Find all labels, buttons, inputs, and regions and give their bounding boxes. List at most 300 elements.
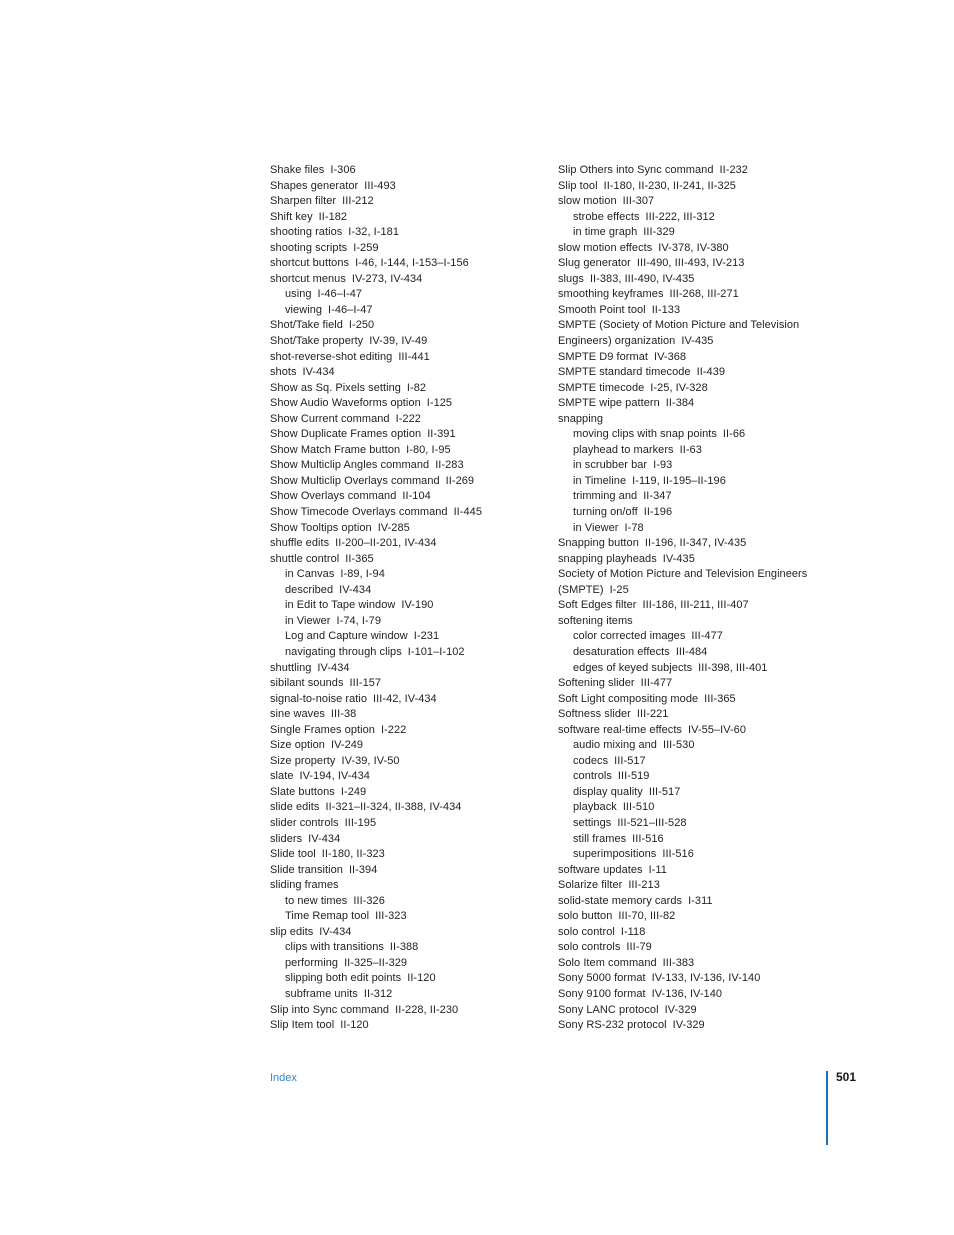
index-page-refs: III-42, IV-434 (373, 692, 437, 705)
index-entry (558, 350, 807, 366)
index-page-refs: I-250 (348, 319, 375, 332)
index-entry (270, 179, 482, 195)
index-term: display quality (573, 785, 643, 798)
index-entry (558, 427, 807, 443)
index-term: Slip Others into Sync command (558, 164, 714, 176)
index-page-refs: III-517 (648, 785, 681, 798)
index-page-refs: I-46, I-144, I-153–I-156 (355, 257, 469, 270)
index-page-refs: IV-39, IV-50 (341, 754, 400, 767)
index-term: Log and Capture window (285, 630, 408, 643)
index-page-refs: IV-190 (401, 599, 434, 612)
index-term: Slide transition (270, 863, 343, 876)
index-page-refs: III-521–III-528 (617, 816, 687, 829)
index-page-refs: I-46–I-47 (317, 288, 363, 301)
index-entry (270, 956, 482, 972)
index-page-refs: II-347 (643, 490, 672, 503)
index-entry (270, 505, 482, 521)
index-term: Sharpen filter (270, 195, 337, 208)
index-entry (558, 396, 807, 412)
index-entry (558, 241, 807, 257)
index-entry (558, 661, 807, 677)
index-term: Show Tooltips option (270, 521, 372, 534)
index-entry (558, 1018, 807, 1034)
index-page-refs: II-391 (427, 428, 456, 441)
index-term: Size option (270, 739, 325, 752)
index-page-refs: I-82 (406, 381, 427, 394)
index-page-refs: II-365 (345, 552, 374, 565)
index-term: Sony 5000 format (558, 972, 646, 985)
index-entry (270, 692, 482, 708)
index-term: slate (270, 770, 294, 783)
index-entry (558, 832, 807, 848)
index-page-refs: III-221 (636, 708, 669, 721)
index-term: SMPTE D9 format (558, 350, 648, 363)
index-page-refs: II-104 (402, 490, 431, 503)
index-term: turning on/off (573, 506, 638, 519)
index-term: shuttle control (270, 552, 340, 565)
index-entry (558, 925, 807, 941)
index-page-refs: III-195 (344, 816, 377, 829)
index-entry (558, 210, 807, 226)
index-entry (270, 925, 482, 941)
index-page-refs: I-78 (624, 521, 644, 534)
index-page-refs: III-516 (662, 848, 694, 861)
index-page-refs: III-398, III-401 (698, 661, 768, 674)
index-term: Slug generator (558, 257, 631, 270)
index-page-refs: I-46–I-47 (328, 303, 373, 316)
index-page-refs: II-321–II-324, II-388, IV-434 (325, 801, 462, 814)
index-entry (270, 1018, 482, 1034)
index-term: Engineers) organization (558, 335, 676, 348)
index-term: Show Multiclip Angles command (270, 459, 430, 472)
index-term: slip edits (270, 925, 314, 938)
index-page-refs: II-200–II-201, IV-434 (335, 537, 437, 550)
index-term: Show Current command (270, 412, 390, 425)
index-entry (558, 458, 807, 474)
index-page-refs: III-326 (353, 894, 385, 907)
index-entry (270, 614, 482, 630)
index-page-refs: II-384 (665, 397, 695, 410)
index-term: (SMPTE) (558, 583, 604, 596)
index-term: shuttling (270, 661, 312, 674)
index-page-refs: IV-285 (377, 521, 410, 534)
index-entry (270, 318, 482, 334)
index-page-refs: I-311 (688, 894, 713, 907)
index-page-refs: I-74, I-79 (336, 614, 382, 627)
index-term: Slide tool (270, 848, 316, 861)
index-term: Show Audio Waveforms option (270, 397, 421, 410)
index-entry (558, 629, 807, 645)
index-term: clips with transitions (285, 941, 384, 954)
index-page-refs: IV-249 (330, 739, 364, 752)
index-entry (270, 536, 482, 552)
index-term: described (285, 583, 334, 596)
index-page-refs: I-259 (353, 241, 379, 254)
index-term: slipping both edit points (285, 972, 402, 985)
index-entry (558, 225, 807, 241)
index-entry (270, 676, 482, 692)
index-entry (270, 225, 482, 241)
index-page-refs: IV-434 (319, 925, 352, 938)
index-term: sibilant sounds (270, 677, 344, 690)
index-term: Slip Item tool (270, 1019, 335, 1032)
index-page-refs: II-182 (318, 210, 348, 223)
index-entry (270, 1003, 482, 1019)
index-page-refs: IV-273, IV-434 (351, 272, 423, 285)
index-term: still frames (573, 832, 627, 845)
index-page-refs: IV-435 (681, 335, 714, 348)
index-entry (270, 303, 482, 319)
index-page-refs: III-323 (375, 910, 407, 923)
index-entry (558, 676, 807, 692)
index-entry (270, 987, 482, 1003)
index-entry (558, 723, 807, 739)
index-term: navigating through clips (285, 645, 402, 658)
index-entry (270, 443, 482, 459)
index-term: shot-reverse-shot editing (270, 350, 393, 363)
index-term: Show Multiclip Overlays command (270, 474, 440, 487)
index-entry (270, 194, 482, 210)
index-term: software real-time effects (558, 723, 682, 736)
index-term: sliders (270, 832, 303, 845)
index-term: using (285, 288, 312, 301)
index-entry (270, 427, 482, 443)
index-entry (558, 334, 807, 350)
index-term: Snapping button (558, 537, 639, 550)
index-page-refs: IV-378, IV-380 (658, 241, 729, 254)
index-term: Shot/Take field (270, 319, 343, 332)
index-page-refs: III-441 (398, 350, 430, 363)
index-page-refs: II-120 (407, 972, 436, 985)
index-term: slow motion effects (558, 241, 653, 254)
index-page-refs: III-477 (640, 677, 673, 690)
index-entry (270, 598, 482, 614)
index-term: Sony RS-232 protocol (558, 1019, 667, 1032)
index-term: shooting ratios (270, 226, 343, 239)
index-page-refs: I-222 (395, 412, 421, 425)
index-entry (558, 303, 807, 319)
index-entry (558, 816, 807, 832)
index-term: Slate buttons (270, 785, 335, 798)
index-term: in Viewer (285, 614, 331, 627)
index-term: viewing (285, 303, 323, 316)
index-entry (270, 583, 482, 599)
index-entry (270, 909, 482, 925)
index-entry (270, 832, 482, 848)
index-term: Show Timecode Overlays command (270, 506, 448, 519)
index-page-refs: III-510 (622, 801, 655, 814)
index-term: Shot/Take property (270, 335, 364, 348)
index-term: audio mixing and (573, 739, 657, 752)
index-page-refs: IV-39, IV-49 (369, 335, 428, 348)
index-term: in scrubber bar (573, 459, 648, 472)
index-page-refs: I-89, I-94 (340, 568, 385, 581)
footer-vertical-rule (826, 1071, 828, 1145)
index-term: in Edit to Tape window (285, 599, 396, 612)
index-entry (270, 816, 482, 832)
index-entry (558, 987, 807, 1003)
index-page-refs: IV-329 (672, 1019, 705, 1032)
index-entry (558, 536, 807, 552)
index-page-refs: II-63 (679, 443, 702, 456)
index-entry (558, 645, 807, 661)
index-entry (558, 505, 807, 521)
index-entry (270, 163, 482, 179)
index-term: edges of keyed subjects (573, 661, 693, 674)
index-term: Solarize filter (558, 879, 623, 892)
index-term: snapping playheads (558, 552, 657, 565)
index-page-refs: III-484 (675, 645, 708, 658)
index-page-refs: I-32, I-181 (348, 226, 399, 239)
index-entry (558, 614, 807, 630)
index-page-refs: II-312 (363, 987, 393, 1000)
index-entry (270, 381, 482, 397)
index-page-refs: I-125 (426, 397, 453, 410)
index-page-refs: III-157 (349, 677, 382, 690)
index-term: controls (573, 770, 612, 783)
index-term: slider controls (270, 816, 339, 829)
index-page-refs: I-25, IV-328 (650, 381, 708, 394)
index-term: codecs (573, 754, 609, 767)
index-entry (558, 583, 807, 599)
index-entry (558, 598, 807, 614)
index-entry (558, 552, 807, 568)
index-page-refs: III-213 (628, 879, 660, 892)
index-page-refs: I-101–I-102 (407, 645, 465, 658)
index-term: performing (285, 956, 339, 969)
index-term: solid-state memory cards (558, 894, 683, 907)
index-entry (270, 645, 482, 661)
index-page-refs: III-490, III-493, IV-213 (636, 257, 745, 270)
index-page-refs: II-269 (445, 474, 475, 487)
index-page-refs: III-38 (330, 708, 357, 721)
index-entry (270, 365, 482, 381)
index-entry (270, 256, 482, 272)
index-term: Time Remap tool (285, 910, 370, 923)
index-page-refs: IV-136, IV-140 (651, 987, 723, 1000)
index-page-refs: II-133 (651, 303, 681, 316)
index-entry (270, 971, 482, 987)
index-page-refs: III-186, III-211, III-407 (642, 599, 749, 612)
index-entry (270, 878, 482, 894)
index-entry (270, 707, 482, 723)
index-term: settings (573, 816, 612, 829)
index-page-refs: II-388 (389, 941, 419, 954)
index-entry (270, 567, 482, 583)
index-term: Sony LANC protocol (558, 1003, 659, 1016)
index-entry (558, 194, 807, 210)
index-term: SMPTE standard timecode (558, 366, 691, 379)
index-page-refs: III-517 (614, 754, 646, 767)
index-page-refs: III-493 (364, 179, 396, 192)
index-page-refs: III-477 (691, 630, 723, 643)
index-page-refs: I-119, II-195–II-196 (632, 474, 726, 487)
index-entry (558, 443, 807, 459)
index-term: trimming and (573, 490, 638, 503)
index-page-refs: I-222 (380, 723, 407, 736)
index-entry (558, 163, 807, 179)
index-term: to new times (285, 894, 348, 907)
index-term: slide edits (270, 801, 320, 814)
index-column-right (558, 163, 807, 1034)
index-entry (270, 894, 482, 910)
index-page-refs: I-80, I-95 (406, 443, 451, 456)
index-term: superimpositions (573, 848, 657, 861)
index-entry (270, 287, 482, 303)
index-page-refs: I-11 (648, 863, 667, 876)
index-entry (270, 210, 482, 226)
index-page-refs: II-445 (453, 506, 483, 519)
index-page-refs: III-212 (342, 195, 374, 208)
index-term: signal-to-noise ratio (270, 692, 368, 705)
index-entry (558, 692, 807, 708)
index-term: sine waves (270, 708, 325, 721)
index-page-refs: II-232 (719, 164, 748, 176)
index-term: Soft Edges filter (558, 599, 637, 612)
index-entry (270, 629, 482, 645)
index-term: solo button (558, 910, 613, 923)
index-entry (270, 396, 482, 412)
index-term: Shake files (270, 164, 325, 176)
index-entry (558, 1003, 807, 1019)
index-term: in Canvas (285, 568, 335, 581)
index-term: Shift key (270, 210, 313, 223)
index-term: slow motion (558, 195, 617, 208)
index-term: in Viewer (573, 521, 619, 534)
index-entry (270, 241, 482, 257)
index-page-refs: II-325–II-329 (344, 956, 408, 969)
index-page-refs: III-519 (617, 770, 650, 783)
index-term: Sony 9100 format (558, 987, 646, 1000)
index-term: in time graph (573, 226, 638, 239)
index-page-refs: II-394 (348, 863, 378, 876)
index-page-refs: I-118 (620, 925, 646, 938)
index-entry (558, 754, 807, 770)
index-term: Shapes generator (270, 179, 359, 192)
index-entry (558, 567, 807, 583)
index-term: SMPTE (Society of Motion Picture and Television (558, 319, 800, 332)
index-term: softening items (558, 614, 633, 627)
index-page-refs: II-383, III-490, IV-435 (589, 272, 695, 285)
index-term: Softness slider (558, 708, 631, 721)
index-term: shortcut menus (270, 272, 346, 285)
index-entry (558, 707, 807, 723)
index-page-refs: III-307 (622, 195, 655, 208)
index-page-refs: IV-435 (662, 552, 695, 565)
index-page-refs: I-249 (340, 785, 367, 798)
index-page-refs: II-439 (696, 366, 726, 379)
index-page-refs: IV-194, IV-434 (299, 770, 370, 783)
index-term: shots (270, 366, 297, 379)
index-page-refs: IV-434 (308, 832, 341, 845)
index-entry (558, 769, 807, 785)
index-term: Show as Sq. Pixels setting (270, 381, 401, 394)
index-entry (558, 318, 807, 334)
index-term: smoothing keyframes (558, 288, 664, 301)
index-term: in Timeline (573, 474, 627, 487)
index-term: solo control (558, 925, 615, 938)
index-page-refs: II-180, II-323 (321, 848, 385, 861)
index-term: color corrected images (573, 630, 686, 643)
index-page-refs: II-196 (643, 506, 673, 519)
index-term: Society of Motion Picture and Television Engineers (558, 568, 808, 581)
index-entry (558, 412, 807, 428)
index-term: desaturation effects (573, 645, 670, 658)
index-entry (558, 287, 807, 303)
index-page-refs: IV-55–IV-60 (687, 723, 747, 736)
index-term: sliding frames (270, 879, 339, 892)
index-page-refs: II-66 (722, 428, 746, 441)
index-entry (558, 956, 807, 972)
index-term: snapping (558, 412, 604, 425)
index-page-refs: IV-434 (317, 661, 350, 674)
index-entry (558, 179, 807, 195)
index-term: SMPTE timecode (558, 381, 645, 394)
index-entry (270, 800, 482, 816)
index-term: Slip tool (558, 179, 598, 192)
index-entry (558, 894, 807, 910)
index-term: Solo Item command (558, 956, 657, 969)
footer-section-label: Index (270, 1072, 297, 1084)
index-entry (270, 350, 482, 366)
index-term: shuffle edits (270, 537, 330, 550)
index-entry (270, 474, 482, 490)
index-page-refs: III-329 (643, 226, 675, 239)
index-page-refs: II-228, II-230 (395, 1003, 459, 1016)
footer-page-number: 501 (836, 1070, 857, 1084)
index-term: subframe units (285, 987, 358, 1000)
index-term: Show Overlays command (270, 490, 397, 503)
index-entry (270, 847, 482, 863)
index-term: Single Frames option (270, 723, 375, 736)
index-page-refs: III-79 (626, 941, 652, 954)
index-entry (558, 521, 807, 537)
index-entry (558, 847, 807, 863)
index-term: shooting scripts (270, 241, 348, 254)
index-page-refs: II-180, II-230, II-241, II-325 (603, 179, 736, 192)
index-page-refs: I-231 (413, 630, 440, 643)
index-term: solo controls (558, 941, 621, 954)
index-entry (270, 863, 482, 879)
index-entry (270, 521, 482, 537)
index-term: slugs (558, 272, 584, 285)
index-entry (270, 412, 482, 428)
index-entry (558, 971, 807, 987)
index-entry (558, 365, 807, 381)
index-term: SMPTE wipe pattern (558, 397, 660, 410)
index-entry (558, 474, 807, 490)
index-page-refs: III-365 (704, 692, 736, 705)
index-entry (558, 489, 807, 505)
index-term: playhead to markers (573, 443, 674, 456)
index-page-refs: II-120 (340, 1019, 369, 1032)
index-page-refs: I-306 (330, 164, 356, 176)
index-term: Show Match Frame button (270, 443, 401, 456)
index-entry (558, 909, 807, 925)
index-page-refs: III-70, III-82 (618, 910, 676, 923)
index-entry (558, 800, 807, 816)
index-page-refs: III-530 (662, 739, 695, 752)
index-page-refs: IV-368 (654, 350, 687, 363)
index-entry (558, 878, 807, 894)
index-term: Slip into Sync command (270, 1003, 390, 1016)
index-term: shortcut buttons (270, 257, 350, 270)
index-page-refs: III-222, III-312 (645, 210, 715, 223)
index-entry (558, 738, 807, 754)
index-entry (270, 334, 482, 350)
index-page-refs: III-516 (632, 832, 664, 845)
index-term: playback (573, 801, 617, 814)
